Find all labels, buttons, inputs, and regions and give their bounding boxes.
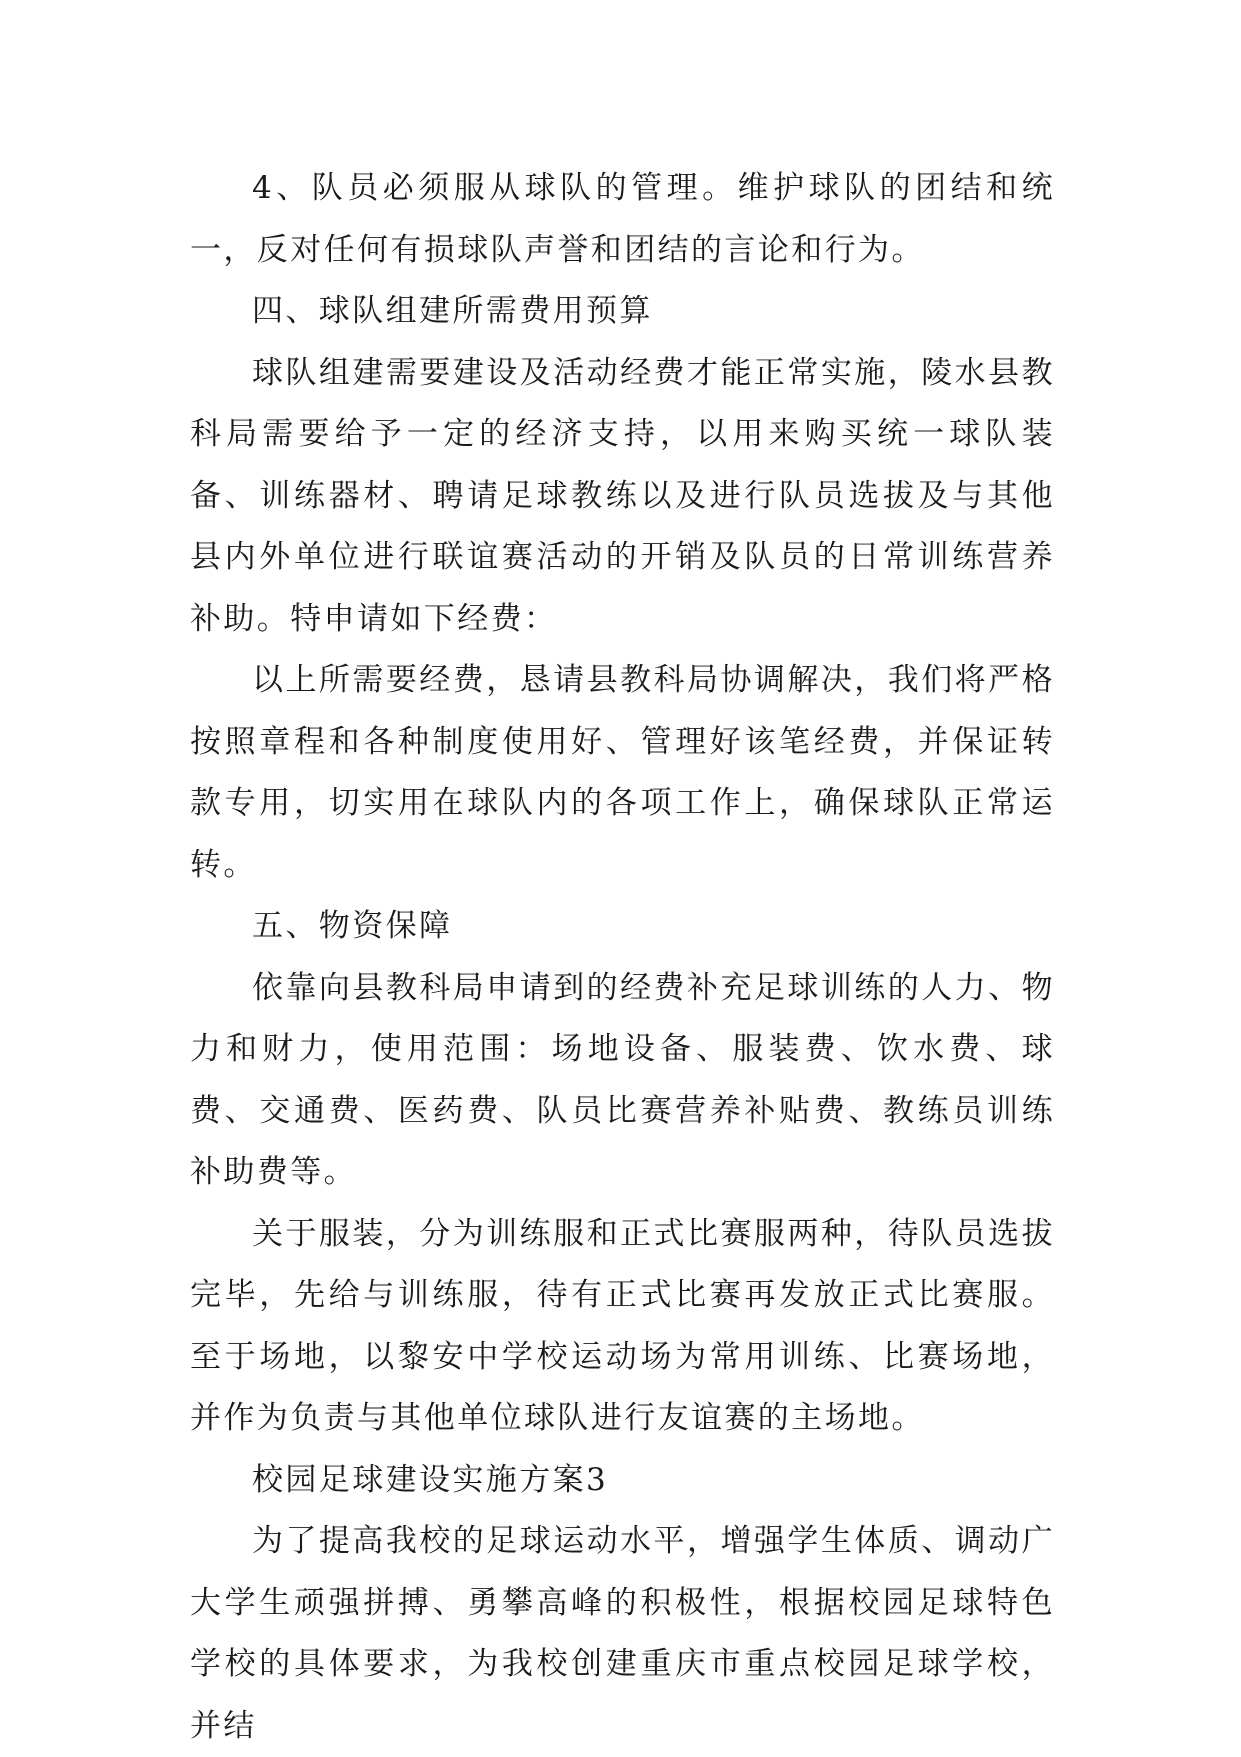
section-heading-plan-3: 校园足球建设实施方案3: [252, 1461, 609, 1498]
paragraph-rule-4: 4、队员必须服从球队的管理。维护球队的团结和统一，反对任何有损球队声誉和团结的言论和行为。: [190, 170, 1055, 268]
paragraph-plan-intro: 为了提高我校的足球运动水平，增强学生体质、调动广大学生顽强拼搏、勇攀高峰的积极性，根据校园足球特色学校的具体要求，为我校创建重庆市重点校园足球学校，并结: [190, 1523, 1055, 1744]
paragraph-funding-request: 以上所需要经费，恳请县教科局协调解决，我们将严格按照章程和各种制度使用好、管理好该笔经费，并保证转款专用，切实用在球队内的各项工作上，确保球队正常运转。: [190, 662, 1055, 883]
paragraph-materials: 依靠向县教科局申请到的经费补充足球训练的人力、物力和财力，使用范围：场地设备、服装费、饮水费、球费、交通费、医药费、队员比赛营养补贴费、教练员训练补助费等。: [190, 969, 1055, 1190]
paragraph-uniforms-venue: 关于服装，分为训练服和正式比赛服两种，待队员选拔完毕，先给与训练服，待有正式比赛再发放正式比赛服。至于场地，以黎安中学校运动场为常用训练、比赛场地，并作为负责与其他单位球队进行友谊赛的主场地。: [190, 1215, 1055, 1436]
paragraph-budget: 球队组建需要建设及活动经费才能正常实施，陵水县教科局需要给予一定的经济支持，以用来购买统一球队装备、训练器材、聘请足球教练以及进行队员选拔及与其他县内外单位进行联谊赛活动的开销及队员的日常训练营养补助。特申请如下经费：: [190, 354, 1055, 637]
document-body: [190, 158, 1055, 1757]
section-heading-materials: 五、物资保障: [252, 908, 453, 944]
section-heading-budget: 四、球队组建所需费用预算: [252, 293, 653, 329]
